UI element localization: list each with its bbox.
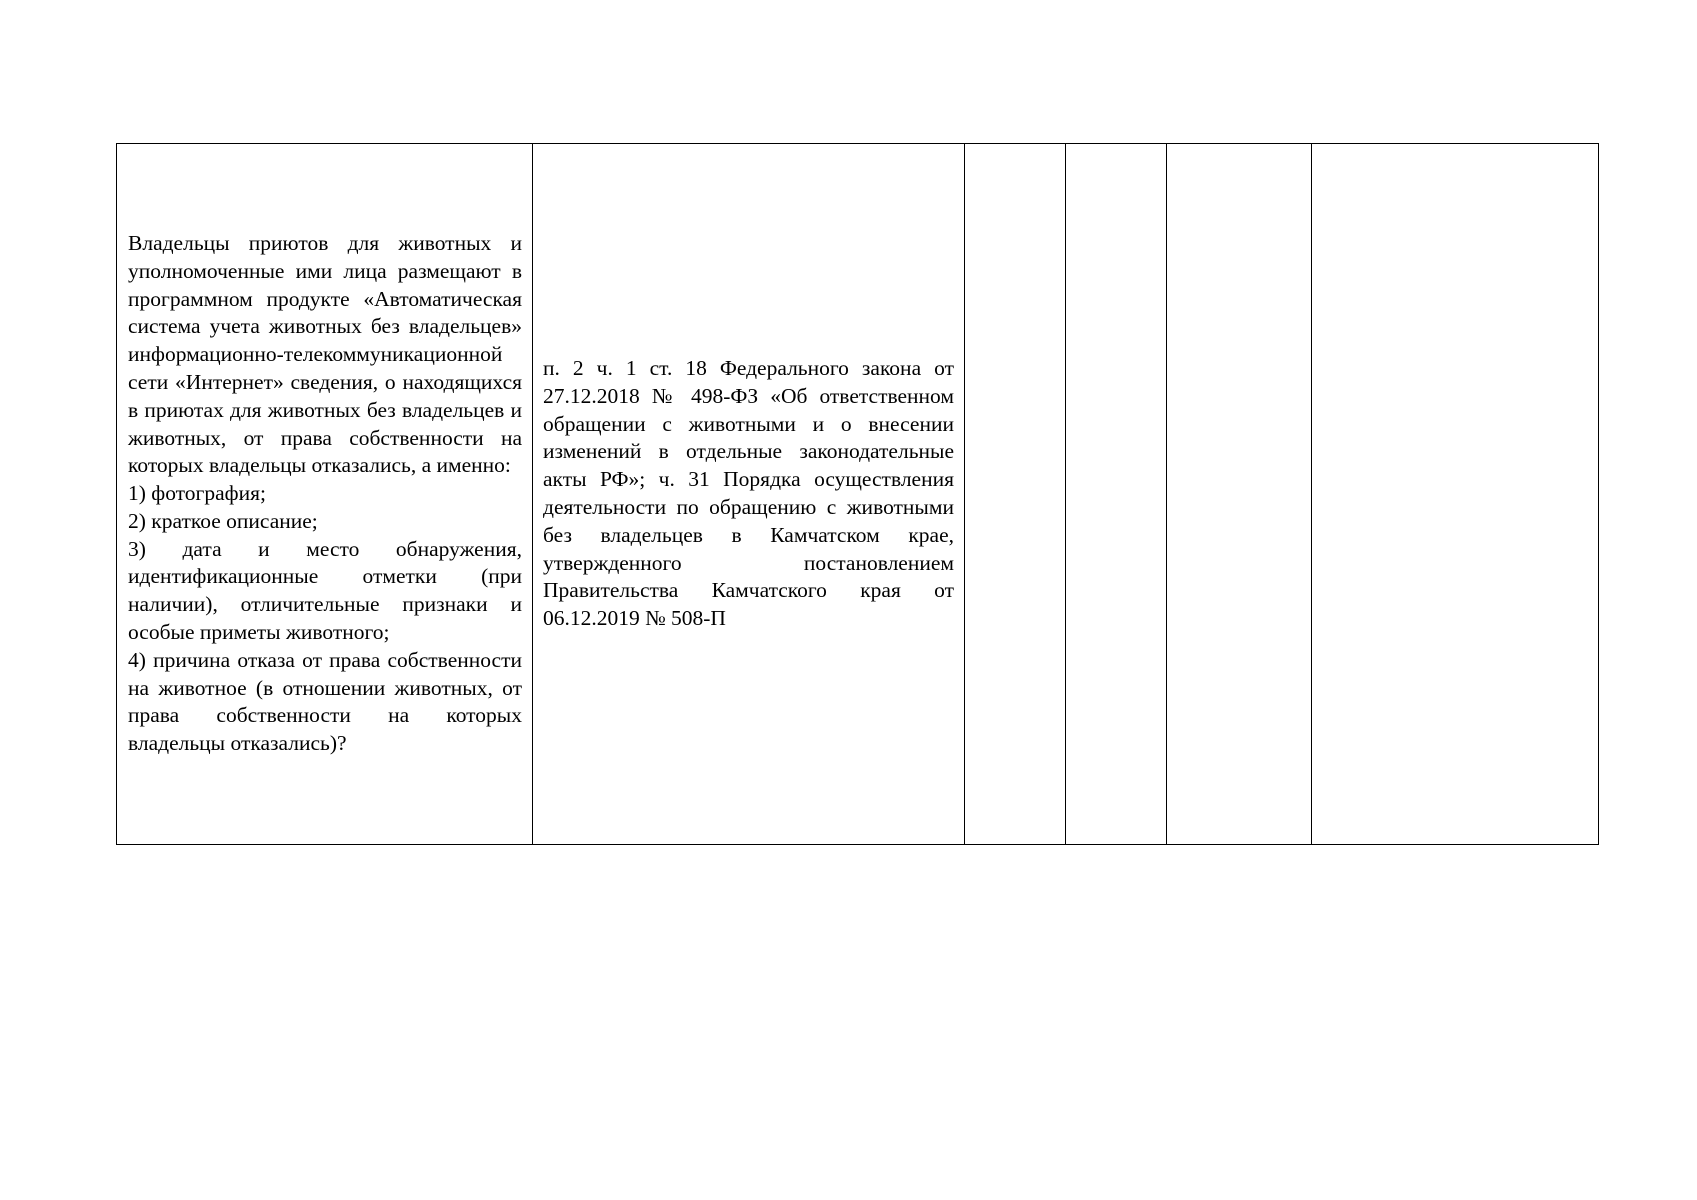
question-intro: Владельцы приютов для животных и уполномоченные ими лица размещают в программном продукте «Автоматическая система учета животных без владельцев» информационно-телекоммуникационной сети «Интернет» сведения, о находящихся в приютах для животных без владельцев и животных, от права собственности на которых владельцы отказались, а именно: bbox=[128, 230, 522, 478]
question-item-3: 3) дата и место обнаружения, идентификационные отметки (при наличии), отличительные признаки и особые приметы животного; bbox=[128, 536, 522, 645]
question-cell bbox=[117, 144, 533, 845]
table-row bbox=[117, 144, 1599, 845]
answer-no-cell bbox=[1066, 144, 1167, 845]
checklist-table bbox=[116, 143, 1599, 845]
question-text bbox=[117, 230, 532, 758]
question-item-4: 4) причина отказа от права собственности на животное (в отношении животных, от права собственности на которых владельцы отказались)? bbox=[128, 647, 522, 756]
question-item-2: 2) краткое описание; bbox=[128, 508, 318, 533]
answer-not-applicable-cell bbox=[1167, 144, 1312, 845]
note-cell bbox=[1312, 144, 1599, 845]
legal-basis-text: п. 2 ч. 1 ст. 18 Федерального закона от 27.12.2018 № 498-ФЗ «Об ответственном обращении с животными и о внесении изменений в отдельные законодательные акты РФ»; ч. 31 Порядка осуществления деятельности по обращению с животными без владельцев в Камчатском крае, утвержденного постановлением Правительства Камчатского края от 06.12.2019 № 508-П bbox=[543, 356, 954, 631]
answer-yes-cell bbox=[965, 144, 1066, 845]
question-item-1: 1) фотография; bbox=[128, 481, 266, 506]
legal-basis-cell bbox=[533, 144, 965, 845]
